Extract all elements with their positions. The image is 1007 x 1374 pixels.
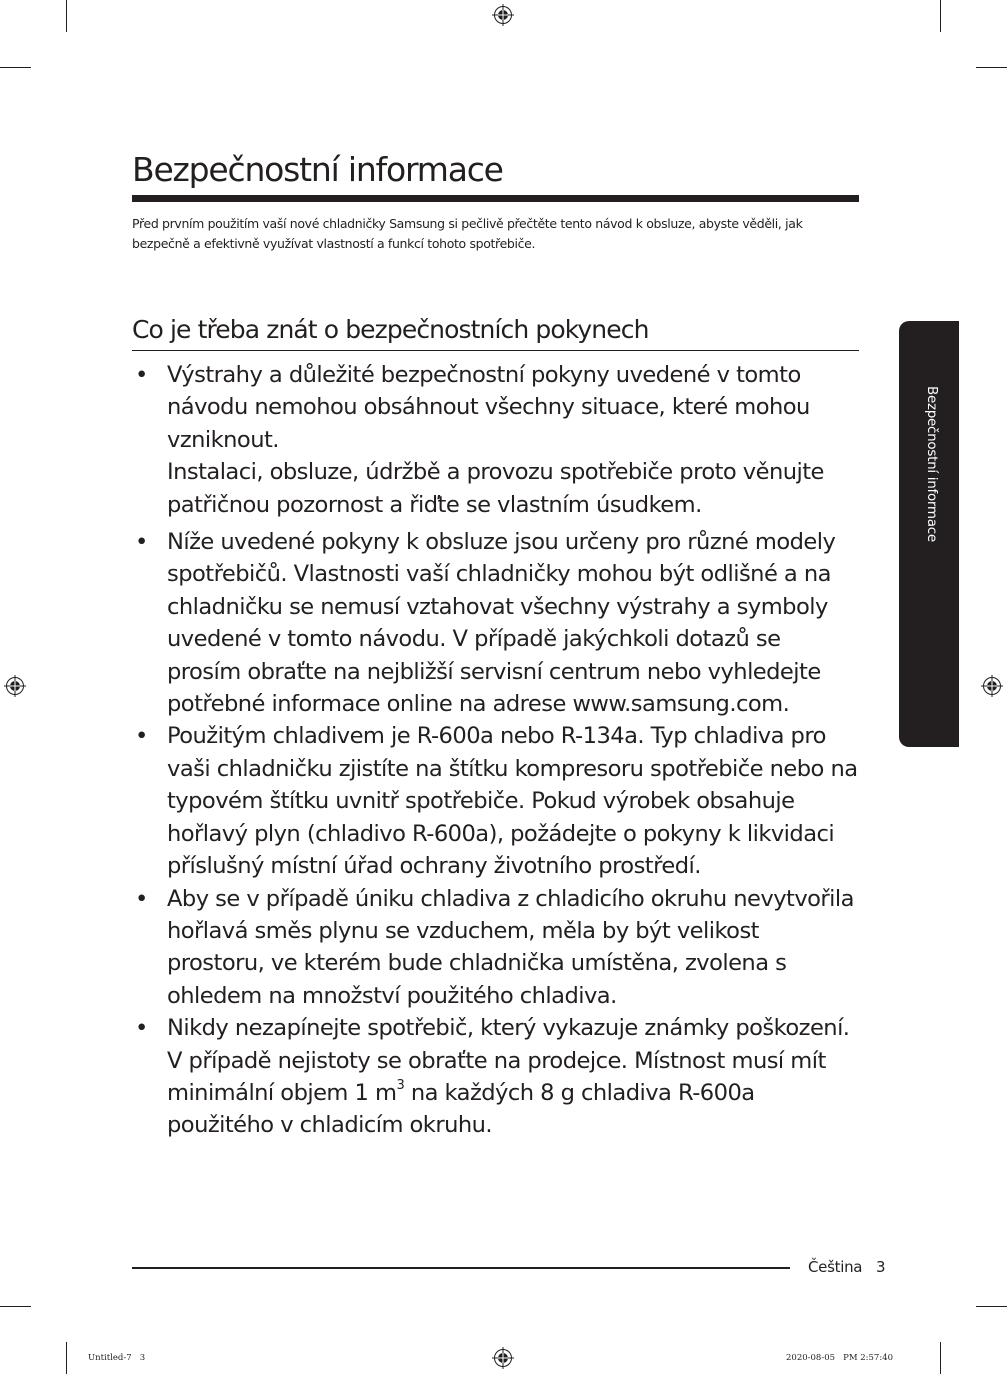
bullet-icon: • [135, 1015, 148, 1042]
section-rule [132, 350, 859, 351]
list-item [132, 1012, 859, 1142]
print-slug-file: Untitled-7 3 [88, 1353, 146, 1363]
room-volume-text-end: na každých 8 g chladiva R-600a použitého v chladicím okruhu. [167, 1079, 755, 1139]
registration-mark-icon [492, 1347, 514, 1369]
crop-mark [976, 67, 1007, 68]
bullet-paragraph [167, 1012, 859, 1142]
crop-mark [940, 1342, 941, 1374]
list-item [132, 359, 859, 521]
intro-paragraph: Před prvním použitím vaší nové chladničky Samsung si pečlivě přečtěte tento návod k obsluze, abyste věděli, jak bezpečně a efektivně využívat vlastností a funkcí tohoto spotřebiče. [132, 216, 803, 251]
registration-mark-icon [981, 675, 1003, 697]
crop-mark [0, 1306, 31, 1307]
crop-mark [66, 0, 67, 32]
print-slug-timestamp: 2020-08-05 PM 2:57:40 [786, 1353, 894, 1363]
crop-mark [976, 1306, 1007, 1307]
bullet-icon: • [135, 529, 148, 556]
bullet-icon: • [135, 362, 148, 388]
crop-mark [940, 0, 941, 32]
list-item [132, 883, 859, 1013]
bullet-icon: • [135, 885, 148, 912]
list-item [132, 526, 859, 720]
crop-mark [66, 1342, 67, 1374]
list-item [132, 720, 859, 882]
bullet-icon: • [135, 723, 148, 750]
crop-mark [0, 67, 31, 68]
room-volume-text: Místnost musí mít minimální objem 1 m [167, 1047, 826, 1106]
registration-mark-icon [4, 675, 26, 697]
section-side-tab [899, 321, 959, 747]
safety-bullet-list [132, 359, 859, 1142]
page-title: Bezpečnostní informace [132, 150, 503, 189]
bullet-paragraph: Výstrahy a důležité bezpečnostní pokyny uvedené v tomto návodu nemohou obsáhnout všechny situace, které mohou vzniknout. [167, 362, 810, 453]
bullet-paragraph: Aby se v případě úniku chladiva z chladicího okruhu nevytvořila hořlavá směs plynu se vzduchem, měla by být velikost prostoru, ve kterém bude chladnička umístěna, zvolena s ohledem na množství použitého chladiva. [167, 885, 854, 1009]
registration-mark-icon [492, 4, 514, 26]
page-number: 3 [876, 1258, 886, 1276]
side-tab-label: Bezpečnostní informace [924, 386, 940, 542]
footer-language: Čeština [808, 1258, 863, 1276]
superscript-exponent: 3 [396, 1078, 405, 1094]
bullet-paragraph: Instalaci, obsluze, údržbě a provozu spotřebiče proto věnujte patřičnou pozornost a řiďte se vlastním úsudkem. [167, 459, 824, 518]
bullet-paragraph: Použitým chladivem je R-600a nebo R-134a. Typ chladiva pro vaši chladničku zjistíte na štítku kompresoru spotřebiče nebo na typovém štítku uvnitř spotřebiče. Pokud výrobek obsahuje hořlavý plyn (chladivo R-600a), požádejte o pokyny k likvidaci příslušný místní úřad ochrany životního prostředí. [167, 723, 858, 880]
section-heading: Co je třeba znát o bezpečnostních pokynech [132, 315, 649, 344]
footer-rule [132, 1267, 790, 1269]
title-rule [132, 195, 859, 202]
bullet-text: Nikdy nezapínejte spotřebič, který vykazuje známky poškození. V případě nejistoty se obraťte na prodejce. [167, 1015, 850, 1074]
bullet-paragraph: Níže uvedené pokyny k obsluze jsou určeny pro různé modely spotřebičů. Vlastnosti vaší chladničky mohou být odlišné a na chladničku se nemusí vztahovat všechny výstrahy a symboly uvedené v tomto návodu. V případě jakýchkoli dotazů se prosím obraťte na nejbližší servisní centrum nebo vyhledejte potřebné informace online na adrese www.samsung.com. [167, 529, 836, 718]
